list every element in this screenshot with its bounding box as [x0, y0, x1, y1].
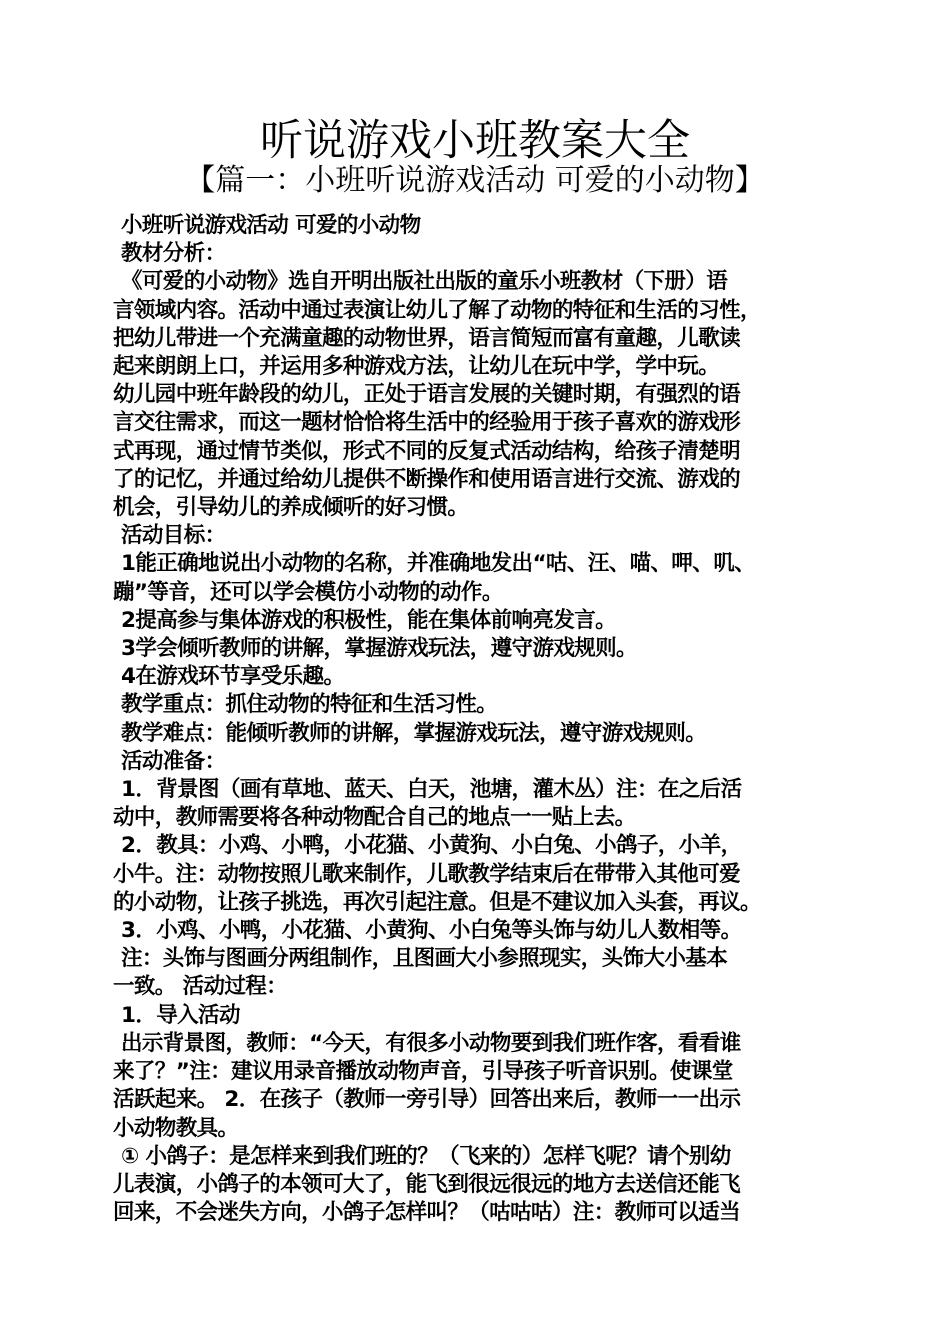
body-line: 言交往需求，而这一题材恰恰将生活中的经验用于孩子喜欢的游戏形	[113, 410, 741, 436]
body-line: 机会，引导幼儿的养成倾听的好习惯。	[113, 495, 469, 521]
body-line: 活动准备：	[121, 748, 226, 774]
body-line: 《可爱的小动物》选自开明出版社出版的童乐小班教材（下册）语	[121, 269, 728, 295]
body-line: 1能正确地说出小动物的名称，并准确地发出“咕、汪、喵、呷、叽、	[121, 551, 755, 577]
body-line: 言领域内容。活动中通过表演让幼儿了解了动物的特征和生活的习性，	[113, 297, 761, 323]
body-line: 一致。 活动过程：	[113, 974, 288, 1000]
body-line: 来了？”注：建议用录音播放动物声音，引导孩子听音识别。使课堂	[113, 1059, 733, 1085]
body-line: 小牛。注：动物按照儿歌来制作，儿歌教学结束后在带带入其他可爱	[113, 861, 741, 887]
body-line: 2．教具：小鸡、小鸭，小花猫、小黄狗、小白兔、小鸽子，小羊，	[121, 833, 742, 859]
body-line: 蹦”等音，还可以学会模仿小动物的动作。	[113, 579, 503, 605]
document-body	[113, 212, 853, 1227]
body-line: 出示背景图，教师：“今天，有很多小动物要到我们班作客，看看谁	[121, 1030, 741, 1056]
body-line: 活动目标：	[121, 523, 226, 549]
body-line: 儿表演，小鸽子的本领可大了，能飞到很远很远的地方去送信还能飞	[113, 1171, 741, 1197]
body-line: 教学重点：抓住动物的特征和生活习性。	[121, 692, 498, 718]
body-line: 的小动物，让孩子挑选，再次引起注意。但是不建议加入头套，再议。	[113, 889, 761, 915]
body-line: 教学难点：能倾听教师的讲解，掌握游戏玩法，遵守游戏规则。	[121, 720, 707, 746]
body-line: 把幼儿带进一个充满童趣的动物世界，语言简短而富有童趣，儿歌读	[113, 325, 741, 351]
body-line: 3学会倾听教师的讲解，掌握游戏玩法，遵守游戏规则。	[121, 636, 637, 662]
body-line: 2提高参与集体游戏的积极性，能在集体前响亮发言。	[121, 607, 617, 633]
body-line: 活跃起来。 2．在孩子（教师一旁引导）回答出来后，教师一一出示	[113, 1087, 741, 1113]
body-line: 了的记忆，并通过给幼儿提供不断操作和使用语言进行交流、游戏的	[113, 466, 741, 492]
body-line: 4在游戏环节享受乐趣。	[121, 664, 345, 690]
document-subtitle: 【篇一：小班听说游戏活动 可爱的小动物】	[185, 163, 765, 198]
body-line: 小班听说游戏活动 可爱的小动物	[121, 213, 421, 238]
body-line: 回来，不会迷失方向，小鸽子怎样叫？（咕咕咕）注：教师可以适当	[113, 1200, 741, 1226]
body-line: 注：头饰与图画分两组制作，且图画大小参照现实，头饰大小基本	[121, 946, 728, 972]
body-line: 起来朗朗上口，并运用多种游戏方法，让幼儿在玩中学，学中玩。	[113, 354, 720, 380]
document-title: 听说游戏小班教案大全	[260, 116, 690, 166]
body-line: 式再现，通过情节类似，形式不同的反复式活动结构，给孩子清楚明	[113, 438, 741, 464]
body-line: 小动物教具。	[113, 1115, 239, 1141]
body-line: ① 小鸽子：是怎样来到我们班的？（飞来的）怎样飞呢？请个别幼	[121, 1143, 731, 1169]
body-line: 1．导入活动	[121, 1002, 240, 1028]
body-line: 动中，教师需要将各种动物配合自己的地点一一贴上去。	[113, 805, 636, 831]
body-line: 幼儿园中班年龄段的幼儿，正处于语言发展的关键时期，有强烈的语	[113, 382, 741, 408]
body-line: 1．背景图（画有草地、蓝天、白天，池塘，灌木丛）注：在之后活	[121, 777, 742, 803]
body-line: 3．小鸡、小鸭，小花猫、小黄狗、小白兔等头饰与幼儿人数相等。	[121, 918, 742, 944]
body-line: 教材分析：	[121, 241, 226, 267]
